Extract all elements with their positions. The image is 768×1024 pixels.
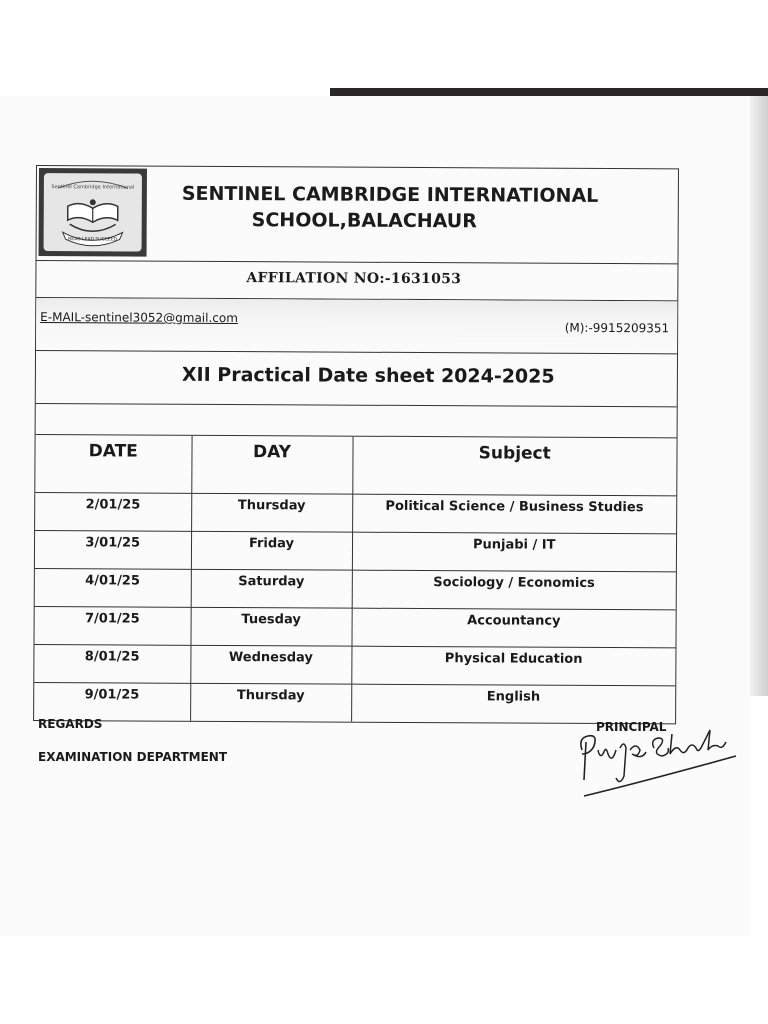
schedule-table-wrapper [34,435,676,723]
affiliation-number: AFFILATION NO:-1631053 [246,270,462,288]
footer-left [38,717,227,783]
table-row [34,644,675,685]
contact-row [36,298,677,354]
table-row [35,568,676,609]
document-frame [33,165,679,724]
cell-subject: Physical Education [351,646,675,686]
school-name-line2: SCHOOL,BALACHAUR [251,209,477,233]
table-row [34,606,675,647]
cell-date: 4/01/25 [35,568,191,607]
school-header [36,166,677,264]
cell-subject: Sociology / Economics [352,570,676,610]
cell-date: 2/01/25 [35,493,191,532]
header-day: DAY [191,436,352,494]
title-row [36,351,677,407]
date-sheet-document [36,165,679,721]
table-header-row [35,435,676,496]
cell-date: 9/01/25 [34,682,190,720]
school-logo [39,168,147,257]
school-logo-emblem [44,173,142,252]
table-row [35,531,676,572]
mobile-number: (M):-9915209351 [564,320,670,336]
header-date: DATE [35,435,191,493]
cell-date: 8/01/25 [34,644,190,683]
cell-subject: English [486,689,541,705]
school-name-line1: SENTINEL CAMBRIDGE INTERNATIONAL [181,182,599,207]
cell-subject: Political Science / Business Studies [352,494,676,534]
cell-day: Tuesday [190,607,351,646]
regards-text: REGARDS [38,717,103,731]
schedule-table [34,435,676,723]
book-emblem-icon [48,176,138,248]
department-text: EXAMINATION DEPARTMENT [38,750,228,764]
cell-day: Wednesday [190,645,351,684]
blank-spacer-row [36,404,677,438]
affiliation-row [36,261,677,301]
table-row [35,493,676,534]
cell-day: Friday [191,531,352,570]
cell-subject: Punjabi / IT [352,532,676,572]
email-address: E-MAIL-sentinel3052@gmail.com [40,310,238,326]
principal-signature [572,720,742,804]
header-subject: Subject [352,437,676,496]
principal-label: PRINCIPAL [596,720,667,734]
cell-date: 7/01/25 [34,606,190,645]
logo-motto-text: READ LEAD SUCCEED [68,237,118,243]
scan-right-shadow [750,96,768,696]
cell-day: Saturday [191,569,352,608]
date-sheet-title: XII Practical Date sheet 2024-2025 [181,363,555,388]
logo-top-text: Sentinel Cambridge International [51,184,135,191]
cell-day: Thursday [191,493,352,532]
school-name [182,181,599,235]
cell-subject: Accountancy [351,608,675,648]
cell-day: Thursday [190,683,351,721]
cell-date: 3/01/25 [35,531,191,570]
